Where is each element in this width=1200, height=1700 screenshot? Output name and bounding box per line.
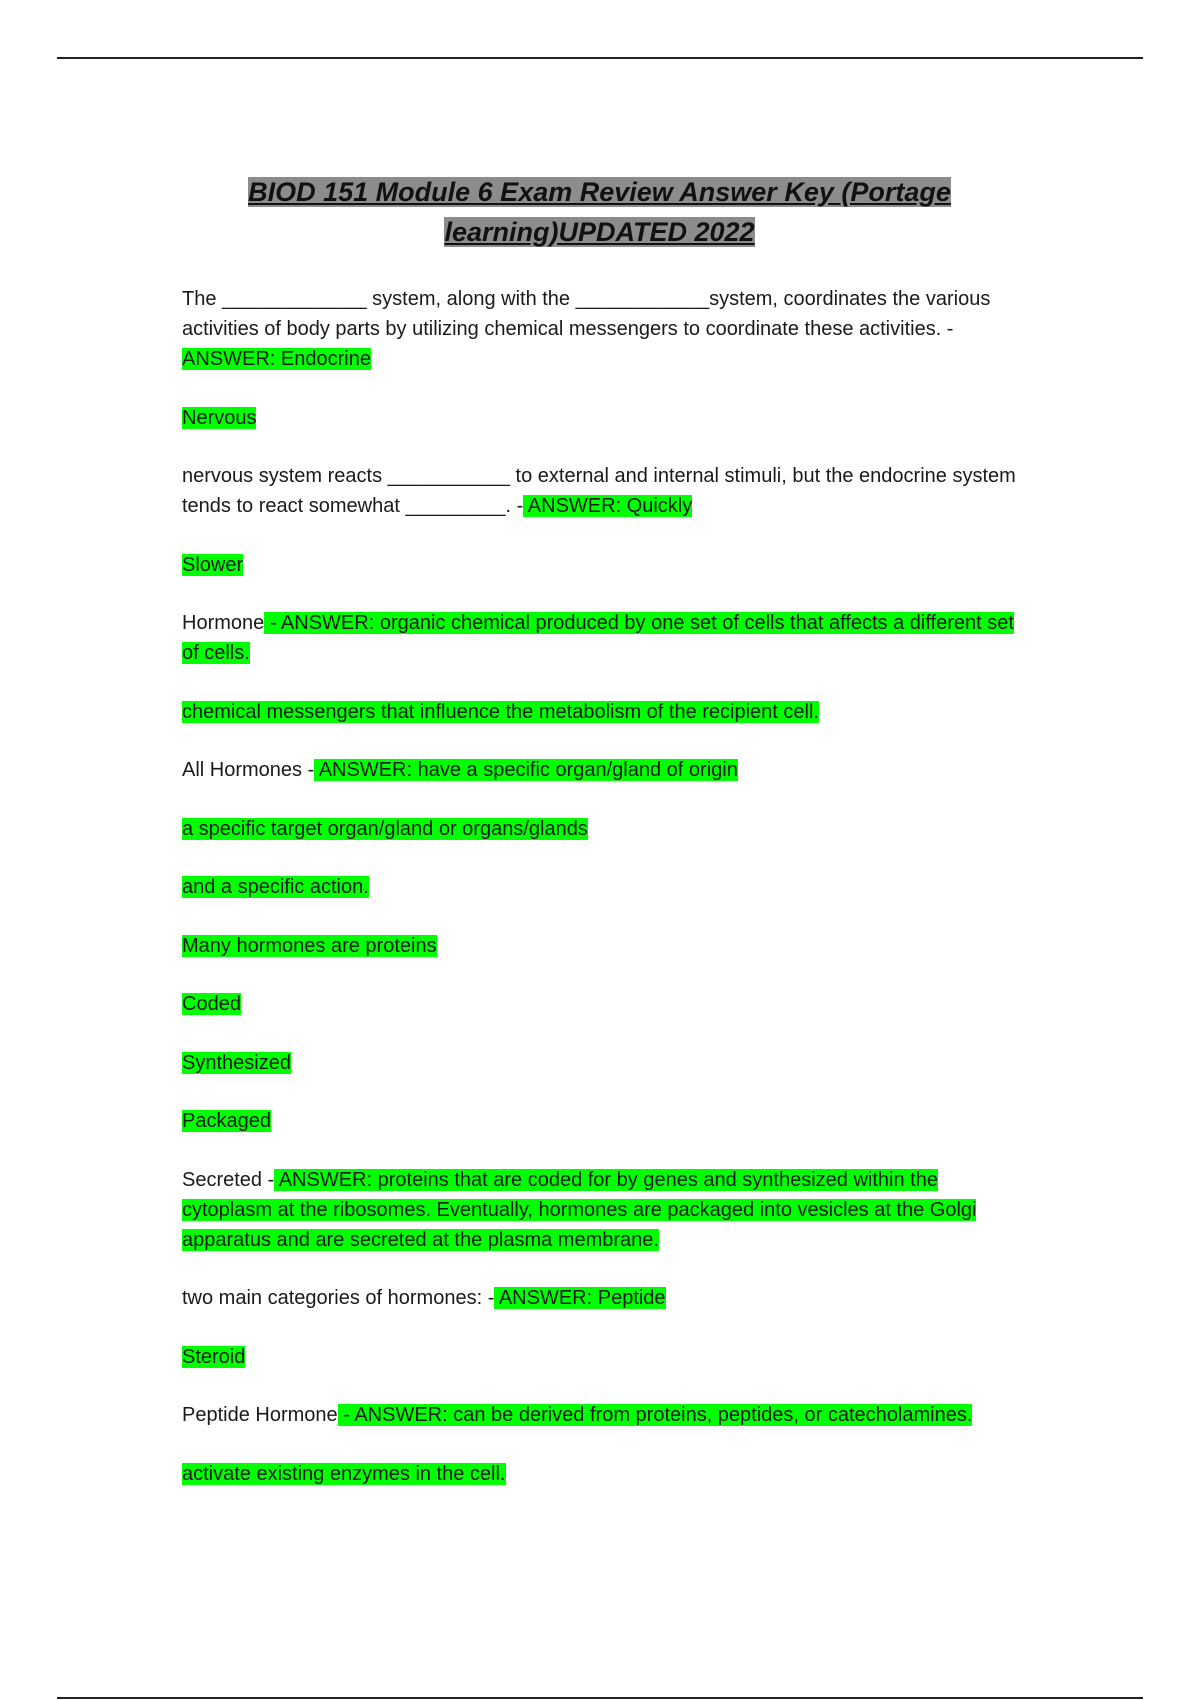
question-text: All Hormones - [182, 759, 315, 781]
qa-entry [182, 872, 1017, 902]
qa-entry [182, 461, 1017, 521]
answer-text: ANSWER: Peptide [494, 1287, 666, 1309]
qa-entry [182, 931, 1017, 961]
qa-entry [182, 1283, 1017, 1313]
qa-entry [182, 608, 1017, 668]
qa-entry [182, 1106, 1017, 1136]
question-text: The _____________ system, along with the ____________system, coordinates the various activities of body parts by utilizing chemical messengers to coordinate these activities. - [182, 288, 991, 340]
qa-entry [182, 550, 1017, 580]
answer-text: - ANSWER: organic chemical produced by one set of cells that affects a different set of cells. [182, 612, 1014, 664]
answer-text: chemical messengers that influence the metabolism of the recipient cell. [182, 700, 819, 723]
question-text: Hormone [182, 612, 265, 634]
answer-text: ANSWER: Quickly [523, 495, 693, 517]
qa-entry [182, 814, 1017, 844]
qa-entry [182, 403, 1017, 433]
answer-text: a specific target organ/gland or organs/glands [182, 817, 588, 840]
qa-entry [182, 989, 1017, 1019]
answer-text: - ANSWER: can be derived from proteins, peptides, or catecholamines. [337, 1404, 973, 1426]
footer-rule [57, 1697, 1143, 1699]
question-text: Peptide Hormone [182, 1404, 338, 1426]
answer-text: Steroid [182, 1345, 246, 1368]
answer-text: Coded [182, 993, 241, 1015]
qa-entry [182, 1048, 1017, 1078]
question-text: Secreted - [182, 1168, 275, 1191]
qa-entry [182, 1400, 1017, 1430]
document-page [182, 172, 1017, 1517]
header-rule [57, 57, 1143, 59]
answer-text: Synthesized [182, 1051, 291, 1074]
answer-text: activate existing enzymes in the cell. [182, 1462, 506, 1485]
answer-text: Many hormones are proteins [182, 934, 437, 957]
document-title [182, 172, 1017, 252]
qa-list [182, 284, 1017, 1489]
qa-entry [182, 755, 1017, 785]
document-title-text: BIOD 151 Module 6 Exam Review Answer Key (Portage learning)UPDATED 2022 [248, 177, 951, 247]
qa-entry [182, 697, 1017, 727]
qa-entry [182, 1342, 1017, 1372]
question-text: two main categories of hormones: - [182, 1287, 495, 1309]
answer-text: ANSWER: have a specific organ/gland of origin [314, 759, 738, 781]
answer-text: and a specific action. [182, 876, 369, 898]
answer-text: Slower [182, 553, 244, 576]
qa-entry [182, 1165, 1017, 1255]
qa-entry [182, 1459, 1017, 1489]
answer-text: Packaged [182, 1110, 271, 1132]
answer-text: ANSWER: proteins that are coded for by genes and synthesized within the cytoplasm at the ribosomes. Eventually, hormones are packaged into vesicles at the Golgi apparatus and are secreted at the plasma membrane. [182, 1168, 977, 1251]
answer-text: Nervous [182, 406, 257, 429]
qa-entry [182, 284, 1017, 374]
question-text: nervous system reacts ___________ to external and internal stimuli, but the endocrine system tends to react somewhat _________. - [182, 465, 1016, 517]
answer-text: ANSWER: Endocrine [182, 348, 371, 370]
